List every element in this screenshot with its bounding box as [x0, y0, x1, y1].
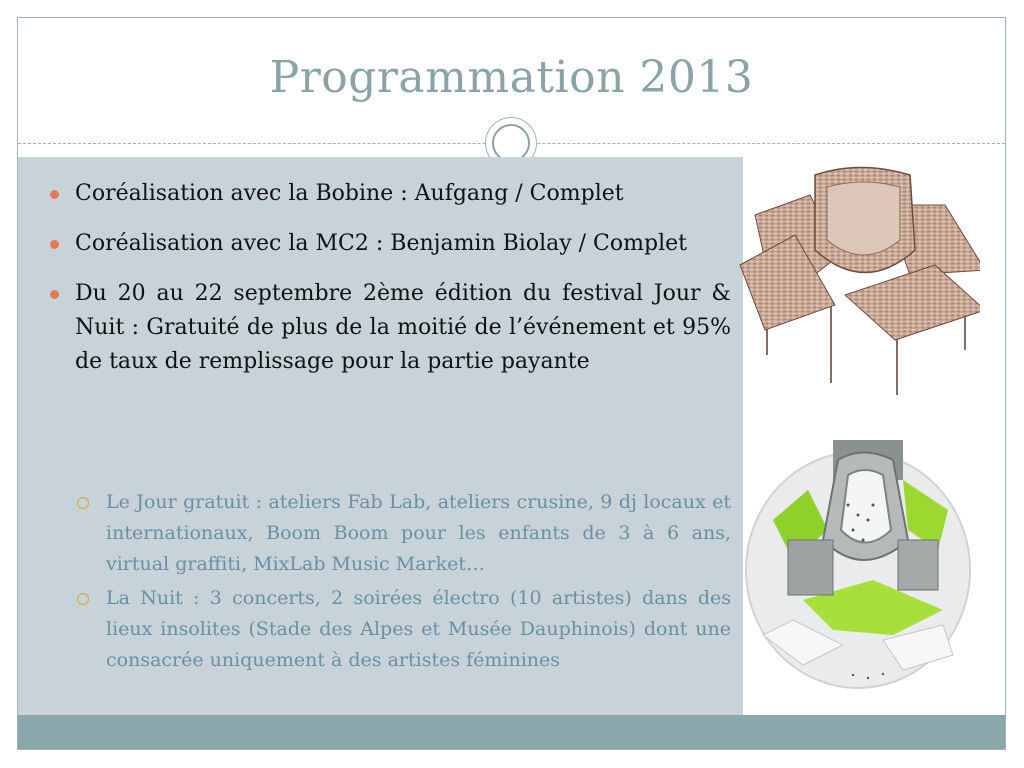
sub-bullet-item: [75, 487, 731, 580]
sub-bullet-text: La Nuit : 3 concerts, 2 soirées électro (10 artistes) dans des lieux insolites (Stade des Alpes et Musée Dauphinois) dont une consacrée uniquement à des artistes féminines: [106, 587, 731, 671]
ring-bullet-icon: [77, 497, 89, 509]
bullet-text: Coréalisation avec la Bobine : Aufgang / Complet: [75, 181, 624, 206]
bullet-item: [48, 227, 731, 261]
bullet-text: Du 20 au 22 septembre 2ème édition du festival Jour & Nuit : Gratuité de plus de la moitié de l’événement et 95% de taux de remplissage pour la partie payante: [75, 281, 731, 374]
bullet-list: [48, 177, 731, 389]
architectural-model-round-icon: [733, 420, 983, 695]
sub-bullet-list: [75, 487, 731, 679]
bullet-item: [48, 177, 731, 211]
footer-bar: [18, 715, 1005, 750]
sub-bullet-item: [75, 583, 731, 676]
bullet-text: Coréalisation avec la MC2 : Benjamin Biolay / Complet: [75, 231, 687, 256]
page-title: Programmation 2013: [269, 52, 754, 103]
bullet-dot-icon: [50, 190, 59, 199]
bullet-dot-icon: [50, 290, 59, 299]
architectural-model-wood-icon: [735, 155, 980, 400]
sub-bullet-text: Le Jour gratuit : ateliers Fab Lab, ateliers crusine, 9 dj locaux et internationaux, Boom Boom pour les enfants de 3 à 6 ans, virtual graffiti, MixLab Music Market…: [106, 491, 731, 575]
ring-bullet-icon: [77, 593, 89, 605]
bullet-item: [48, 277, 731, 379]
bullet-dot-icon: [50, 240, 59, 249]
content-panel: [18, 157, 743, 715]
